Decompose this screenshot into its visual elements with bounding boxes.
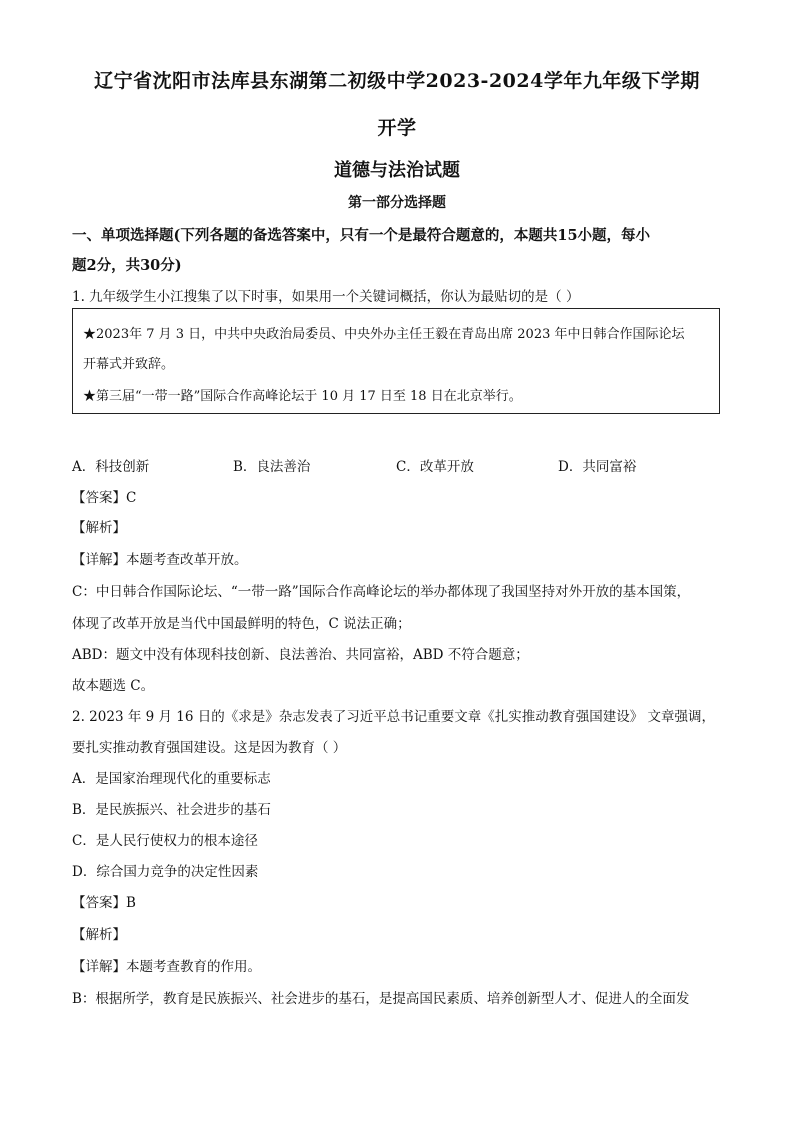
instructions-line2: 题2分，共30分) [72, 257, 182, 274]
q2-stem-line1: 2. 2023 年 9 月 16 日的《求是》杂志发表了习近平总书记重要文章《扎实推动教育强国建设》 文章强调， [72, 709, 716, 725]
q2-detail: 【详解】本题考查教育的作用。 [72, 959, 261, 975]
q1-material-line2: 开幕式并致辞。 [83, 357, 175, 372]
q2-explanation-line1: B：根据所学，教育是民族振兴、社会进步的基石，是提高国民素质、培养创新型人才、促进人的全面发 [72, 991, 690, 1007]
q1-option-d: D．共同富裕 [558, 459, 637, 475]
q1-material-box [72, 308, 720, 414]
q1-option-c: C．改革开放 [396, 459, 474, 475]
q2-option-c: C．是人民行使权力的根本途径 [72, 833, 258, 849]
q1-material-line1: ★2023年 7 月 3 日，中共中央政治局委员、中央外办主任王毅在青岛出席 2023 年中日韩合作国际论坛 [83, 327, 685, 342]
q2-option-a: A．是国家治理现代化的重要标志 [72, 771, 271, 787]
instructions-line1: 一、单项选择题(下列各题的备选答案中，只有一个是最符合题意的，本题共15小题，每小 [72, 227, 651, 244]
q1-detail: 【详解】本题考查改革开放。 [72, 552, 248, 568]
q1-answer: 【答案】C [72, 490, 137, 506]
q1-explanation-line4: 故本题选 C。 [72, 678, 155, 694]
q2-option-d: D．综合国力竞争的决定性因素 [72, 864, 259, 880]
document-title-line1: 辽宁省沈阳市法库县东湖第二初级中学2023-2024学年九年级下学期 [94, 70, 700, 92]
section-heading: 第一部分选择题 [348, 195, 446, 211]
q1-option-b: B．良法善治 [233, 459, 311, 475]
exam-subtitle: 道德与法治试题 [334, 160, 460, 181]
q1-explanation-line3: ABD：题文中没有体现科技创新、良法善治、共同富裕，ABD 不符合题意； [72, 647, 529, 663]
q2-option-b: B．是民族振兴、社会进步的基石 [72, 802, 271, 818]
q2-analysis-label: 【解析】 [72, 927, 126, 943]
q2-answer: 【答案】B [72, 895, 136, 911]
document-title-line2: 开学 [377, 117, 417, 139]
q1-explanation-line2: 体现了改革开放是当代中国最鲜明的特色，C 说法正确； [72, 616, 411, 632]
q2-stem-line2: 要扎实推动教育强国建设。这是因为教育（ ） [72, 740, 347, 756]
q1-explanation-line1: C：中日韩合作国际论坛、“一带一路”国际合作高峰论坛的举办都体现了我国坚持对外开放的基本国策， [72, 584, 691, 600]
q1-analysis-label: 【解析】 [72, 520, 126, 536]
q1-option-a: A．科技创新 [72, 459, 150, 475]
q1-material-line3: ★第三届“一带一路”国际合作高峰论坛于 10 月 17 日至 18 日在北京举行。 [83, 389, 522, 404]
q1-stem: 1. 九年级学生小江搜集了以下时事，如果用一个关键词概括，你认为最贴切的是（ ） [72, 289, 580, 305]
